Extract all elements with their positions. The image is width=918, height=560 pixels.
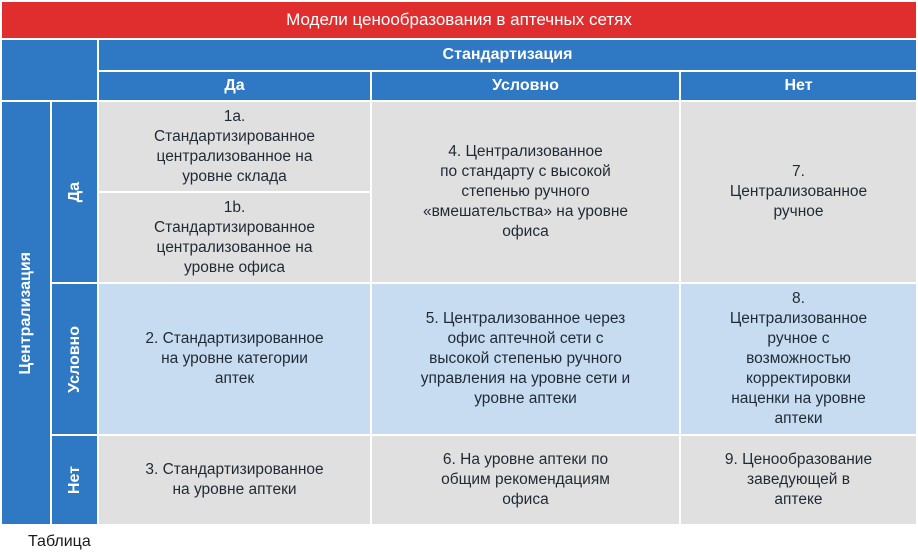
cell-4: 4. Централизованное по стандарту с высокой степенью ручного «вмешательства» на уровне офиса [372, 102, 679, 282]
table-caption: Таблица [28, 533, 91, 550]
cell-1a: 1a. Стандартизированное централизованное на уровне склада [99, 102, 370, 191]
row-header-conditional [52, 284, 97, 434]
cell-9: 9. Ценообразование заведующей в аптеке [681, 436, 916, 524]
cell-7: 7. Централизованное ручное [681, 102, 916, 282]
cell-8: 8. Централизованное ручное с возможностью корректировки наценки на уровне аптеки [681, 284, 916, 434]
row-header-yes-label: Да [65, 181, 83, 203]
cell-6: 6. На уровне аптеки по общим рекомендациям офиса [372, 436, 679, 524]
row-header-conditional-label: Условно [65, 325, 83, 393]
row-header-no [52, 436, 97, 524]
row-group-label: Централизация [17, 251, 34, 375]
column-group-header: Стандартизация [99, 40, 916, 70]
row-header-no-label: Нет [65, 465, 83, 495]
cell-5: 5. Централизованное через офис аптечной сети с высокой степенью ручного управления на уровне сети и уровне аптеки [372, 284, 679, 434]
cell-1b: 1b. Стандартизированное централизованное на уровне офиса [99, 193, 370, 282]
cell-3: 3. Стандартизированное на уровне аптеки [99, 436, 370, 524]
column-header-conditional: Условно [372, 72, 679, 100]
row-group-header [2, 102, 50, 524]
column-header-no: Нет [681, 72, 916, 100]
table-title: Модели ценообразования в аптечных сетях [2, 2, 916, 38]
row-header-yes [52, 102, 97, 282]
corner-block [2, 40, 97, 100]
column-header-yes: Да [99, 72, 370, 100]
cell-2: 2. Стандартизированное на уровне категории аптек [99, 284, 370, 434]
